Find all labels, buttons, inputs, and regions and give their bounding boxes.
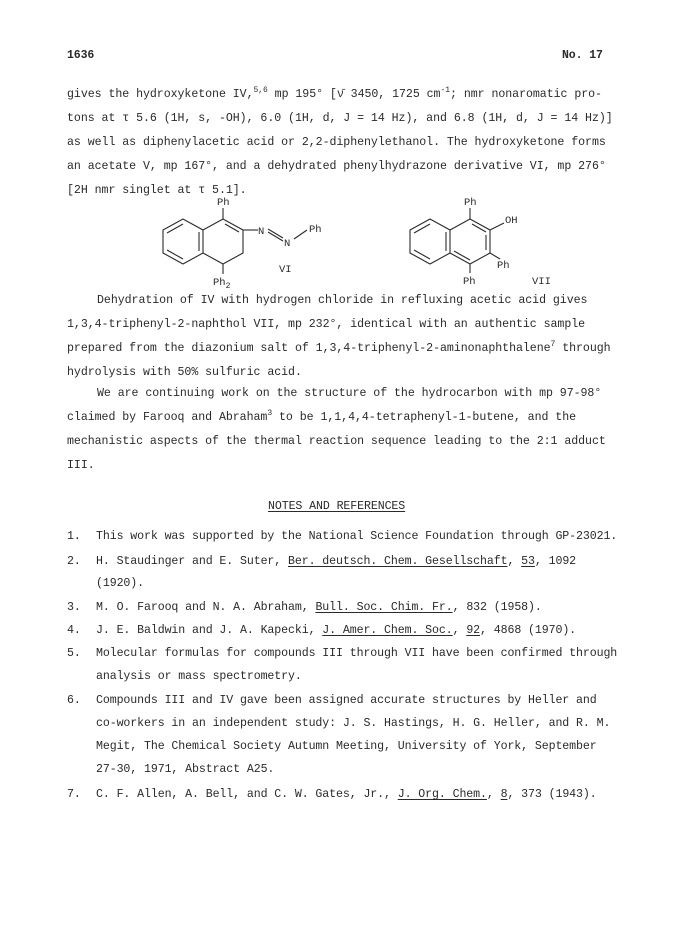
body-line: tons at τ 5.6 (1H, s, -OH), 6.0 (1H, d, J = 14 Hz), and 6.8 (1H, d, J = 14 Hz)]	[67, 112, 613, 125]
chemical-structures	[140, 194, 590, 296]
reference-item: 2. H. Staudinger and E. Suter, Ber. deutsch. Chem. Gesellschaft, 53, 1092 (1920).	[67, 555, 577, 590]
issue-number: No. 17	[562, 49, 603, 62]
vi-azo-n1: N	[258, 226, 265, 238]
vi-azo-ph: Ph	[309, 224, 322, 236]
journal-page: 1636 No. 17 gives the hydroxyketone IV,$^{5,6}$ mp 195° [ν̄ 3450, 1725 $cm^{-1}$; nmr nonaromatic pro- tons at τ 5.6 (1H, s, -OH), 6.0 (1H, d, J = 14 Hz), and 6.8 (1H, d, J = 14 Hz)] as well as diphenylacetic acid or 2,2-diphenylethanol. The hydroxyketone forms an acetate V, mp 167°, and a dehydrated phenylhydrazone derivative VI, mp 276° [2H nmr singlet at τ 5.1]. Ph N N Ph VI $Ph_2$ Ph OH Ph Ph VII Dehydration of IV with hydrogen chloride in refluxing acetic acid gives 1,3,4-triphenyl-2-naphthol VII, mp 232°, identical with an authentic sample prepared from the diazonium salt of 1,3,4-triphenyl-2-aminonaphthalene$^7$ through hydrolysis with 50% sulfuric acid. We are continuing work on the structure of the hydrocarbon with mp 97-98° claimed by Farooq and Abraham$^3$ to be 1,1,4,4-tetraphenyl-1-butene, and the mechanistic aspects of the thermal reaction sequence leading to the 2:1 adduct III. NOTES AND REFERENCES 1. This work was supported by the National Science Foundation through GP-23021. 2. H. Staudinger and E. Suter, Ber. deutsch. Chem. Gesellschaft, 53, 1092 (1920). 3. M. O. Farooq and N. A. Abraham, Bull. Soc. Chim. Fr., 832 (1958). 4. J. E. Baldwin and J. A. Kapecki, J. Amer. Chem. Soc., 92, 4868 (1970). 5. Molecular formulas for compounds III through VII have been confirmed through analysis or mass spectrometry. 6. Compounds III and IV gave been assigned accurate structures by Heller and co-workers in an independent study: J. S. Hastings, H. G. Heller, and R. M. Megit, The Chemical Society Autumn Meeting, University of York, September 27-30, 1971, Abstract A25. 7. C. F. Allen, A. Bell, and C. W. Gates, Jr., J. Org. Chem., 8, 373 (1943).	[0, 0, 680, 933]
vi-benzene-ring	[163, 219, 203, 264]
body-line: claimed by Farooq and Abraham$^3$ to be 1,1,4,4-tetraphenyl-1-butene, and the	[67, 409, 577, 424]
body-line: III.	[67, 459, 95, 472]
vi-compound-label: VI	[279, 264, 292, 276]
vii-benzene-ring-right	[450, 219, 490, 264]
page-number: 1636	[67, 49, 95, 62]
body-line: hydrolysis with 50% sulfuric acid.	[67, 366, 302, 379]
body-line: Dehydration of IV with hydrogen chloride in refluxing acetic acid gives	[97, 294, 588, 307]
body-line: [2H nmr singlet at τ 5.1].	[67, 184, 247, 197]
reference-item: 5. Molecular formulas for compounds III through VII have been confirmed through analysis or mass spectrometry.	[67, 647, 618, 683]
reference-item: 6. Compounds III and IV gave been assigned accurate structures by Heller and co-workers in an independent study: J. S. Hastings, H. G. Heller, and R. M. Megit, The Chemical Society Autumn Meeting, University of York, September 27-30, 1971, Abstract A25.	[67, 694, 611, 776]
vi-ph-top: Ph	[217, 197, 230, 209]
body-line: gives the hydroxyketone IV,$^{5,6}$ mp 195° [ν̄ 3450, 1725 $cm^{-1}$; nmr nonaromatic pro-	[67, 86, 602, 101]
body-line: We are continuing work on the structure of the hydrocarbon with mp 97-98°	[97, 387, 602, 400]
body-line: 1,3,4-triphenyl-2-naphthol VII, mp 232°, identical with an authentic sample	[67, 318, 586, 331]
body-line: mechanistic aspects of the thermal reaction sequence leading to the 2:1 adduct	[67, 435, 606, 448]
body-line: an acetate V, mp 167°, and a dehydrated phenylhydrazone derivative VI, mp 276°	[67, 160, 606, 173]
body-line: as well as diphenylacetic acid or 2,2-diphenylethanol. The hydroxyketone forms	[67, 136, 606, 149]
vii-benzene-ring-left	[410, 219, 450, 264]
vi-ph2: $Ph_2$	[213, 277, 231, 291]
vii-compound-label: VII	[532, 276, 551, 288]
vii-oh: OH	[505, 215, 518, 227]
notes-heading: NOTES AND REFERENCES	[268, 500, 406, 513]
vii-ph-right: Ph	[497, 260, 510, 272]
vii-ph-bottom: Ph	[463, 276, 476, 288]
vi-azo-n2: N	[284, 238, 291, 250]
vi-dihydro-ring	[203, 219, 243, 264]
vii-ph-top: Ph	[464, 197, 477, 209]
body-line: prepared from the diazonium salt of 1,3,4-triphenyl-2-aminonaphthalene$^7$ through	[67, 340, 611, 355]
